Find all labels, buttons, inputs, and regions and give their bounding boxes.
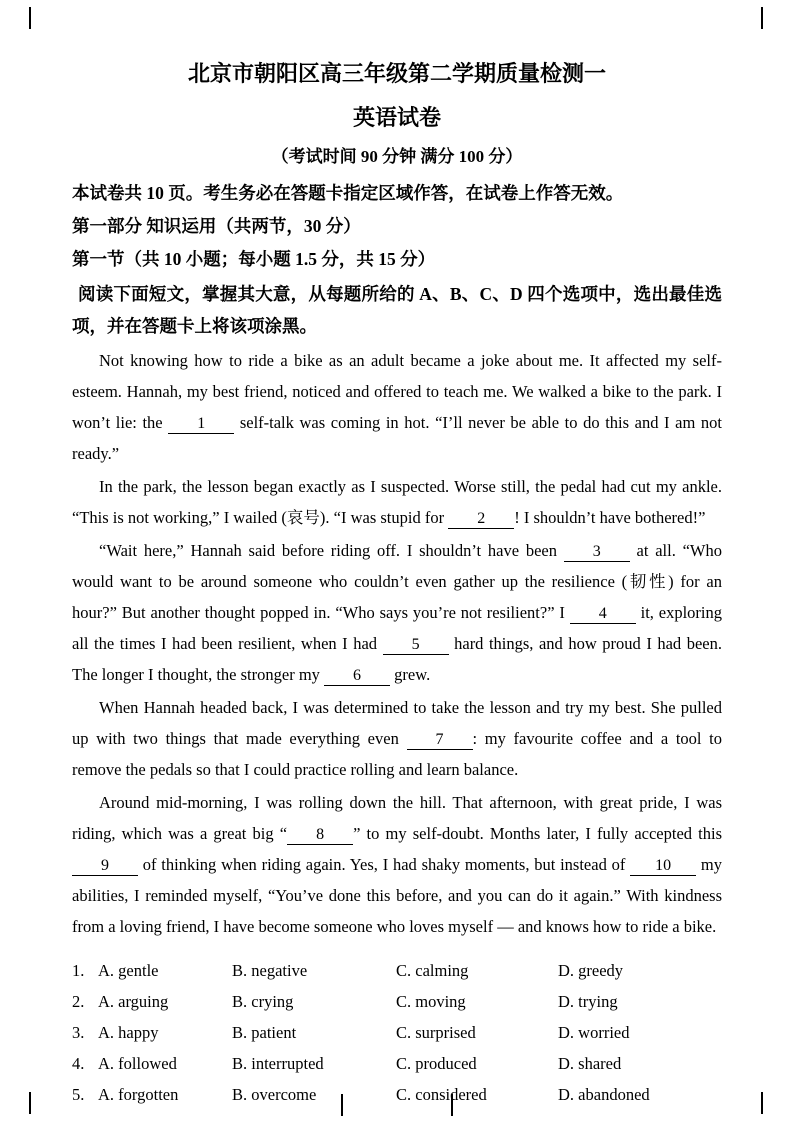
option-a: A. followed — [98, 1053, 177, 1073]
passage-paragraph-1: Not knowing how to ride a bike as an adult became a joke about me. It affected my self-esteem. Hannah, my best friend, noticed and offered to teach me. We walked a bike to the park. I won’t lie: the 1 self-talk was coming in hot. “I’ll never be able to do this and I am not ready.” — [72, 351, 722, 463]
exam-page — [72, 50, 722, 1110]
passage-paragraph-5: Around mid-morning, I was rolling down the hill. That afternoon, with great pride, I was riding, which was a great big “ 8 ” to my self-doubt. Months later, I fully accepted this 9 of thinking when riding again. Yes, I had shaky moments, but instead of 10 my abilities, I reminded myself, “You’ve done this before, and you can do it again.” With kindness from a loving friend, I have become someone who loves myself — and knows how to ride a bike. — [72, 793, 723, 936]
question-cell-a — [72, 1054, 232, 1074]
cloze-blank-10: 10 — [630, 857, 696, 876]
cloze-blank-7: 7 — [407, 731, 473, 750]
passage-paragraph-3: “Wait here,” Hannah said before riding off. I shouldn’t have been 3 at all. “Who would want to be around someone who couldn’t even gather up the resilience (韧性) for an hour?” But another thought popped in. “Who says you’re not resilient?” I 4 it, exploring all the times I had been resilient, when I had 5 hard things, and how proud I had been. The longer I thought, the stronger my 6 grew. — [72, 541, 723, 684]
cloze-options-list — [72, 955, 722, 1110]
question-number: 5. — [72, 1084, 85, 1104]
exam-time-score: （考试时间 90 分钟 满分 100 分） — [271, 147, 523, 166]
cloze-blank-6: 6 — [324, 667, 390, 686]
crop-mark-bottom-left — [29, 1092, 31, 1114]
option-c: C. surprised — [396, 1022, 476, 1042]
question-row-2 — [72, 986, 722, 1017]
exam-title: 北京市朝阳区高三年级第二学期质量检测一 — [187, 61, 606, 86]
passage-paragraph-4: When Hannah headed back, I was determined to take the lesson and try my best. She pulled up with two things that made everything even 7 : my favourite coffee and a tool to remove the pedals so that I could practice rolling and learn balance. — [72, 698, 722, 779]
question-number: 2. — [72, 991, 85, 1011]
passage-paragraph-2: In the park, the lesson began exactly as I suspected. Worse still, the pedal had cut my ankle. “This is not working,” I wailed (哀号). “I was stupid for 2 ! I shouldn’t have bothered!” — [72, 477, 722, 527]
option-d: D. abandoned — [558, 1084, 650, 1104]
question-row-1 — [72, 955, 722, 986]
cloze-blank-3: 3 — [564, 543, 630, 562]
cloze-blank-9: 9 — [72, 857, 138, 876]
option-b: B. overcome — [232, 1084, 317, 1104]
cloze-passage — [72, 345, 722, 942]
option-c: C. calming — [396, 960, 469, 980]
option-b: B. negative — [232, 960, 308, 980]
question-number: 1. — [72, 960, 85, 980]
option-d: D. trying — [558, 991, 618, 1011]
option-a: A. happy — [98, 1022, 159, 1042]
crop-mark-top-left — [29, 7, 31, 29]
option-d: D. greedy — [558, 960, 624, 980]
option-c: C. considered — [396, 1084, 487, 1104]
option-a: A. arguing — [98, 991, 169, 1011]
question-number: 4. — [72, 1053, 85, 1073]
question-cell-a — [72, 992, 232, 1012]
option-c: C. produced — [396, 1053, 477, 1073]
cloze-blank-1: 1 — [168, 415, 234, 434]
question-number: 3. — [72, 1022, 85, 1042]
option-b: B. patient — [232, 1022, 297, 1042]
cloze-blank-5: 5 — [383, 636, 449, 655]
option-c: C. moving — [396, 991, 466, 1011]
crop-mark-top-right — [761, 7, 763, 29]
exam-notice: 本试卷共 10 页。考生务必在答题卡指定区域作答，在试卷上作答无效。 — [72, 183, 624, 203]
question-cell-a — [72, 1085, 232, 1105]
option-b: B. crying — [232, 991, 294, 1011]
question-cell-a — [72, 1023, 232, 1043]
crop-mark-bottom-right — [761, 1092, 763, 1114]
option-b: B. interrupted — [232, 1053, 324, 1073]
question-row-4 — [72, 1048, 722, 1079]
question-row-5 — [72, 1079, 722, 1110]
option-a: A. forgotten — [98, 1084, 179, 1104]
question-cell-a — [72, 961, 232, 981]
section-one-heading: 第一节（共 10 小题；每小题 1.5 分，共 15 分） — [72, 249, 436, 269]
cloze-blank-2: 2 — [448, 510, 514, 529]
exam-subtitle: 英语试卷 — [352, 105, 441, 130]
option-a: A. gentle — [98, 960, 159, 980]
option-d: D. shared — [558, 1053, 622, 1073]
cloze-blank-4: 4 — [570, 605, 636, 624]
option-d: D. worried — [558, 1022, 630, 1042]
question-row-3 — [72, 1017, 722, 1048]
cloze-blank-8: 8 — [287, 826, 353, 845]
part-one-heading: 第一部分 知识运用（共两节，30 分） — [72, 216, 361, 236]
cloze-directions: 阅读下面短文，掌握其大意，从每题所给的 A、B、C、D 四个选项中，选出最佳选项，并在答题卡上将该项涂黑。 — [72, 284, 722, 336]
